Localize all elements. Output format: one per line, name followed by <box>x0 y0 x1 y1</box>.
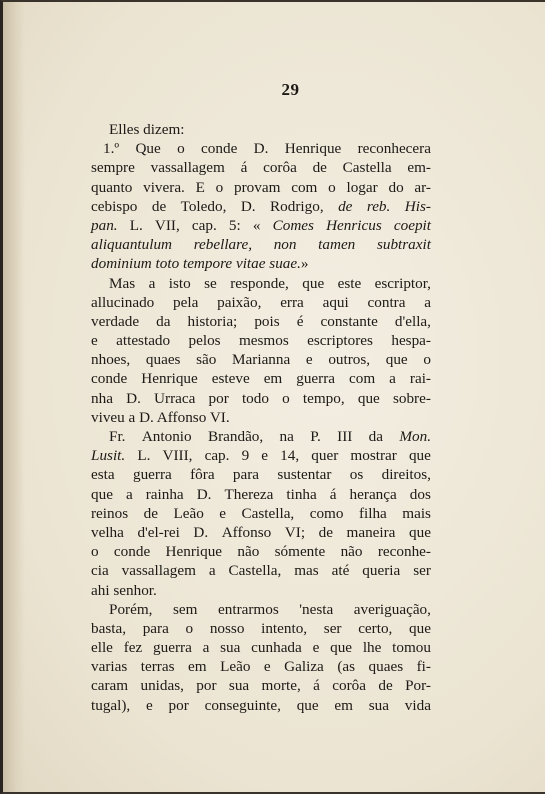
text-word: a <box>389 370 396 388</box>
page-gutter-shadow <box>3 2 25 792</box>
text-word: corôa <box>332 677 367 695</box>
text-word: com <box>291 178 318 196</box>
text-line <box>91 485 431 504</box>
text-word: D. <box>196 485 212 503</box>
text-word: em <box>334 696 353 714</box>
text-word: são <box>196 351 217 369</box>
text-word: 9 <box>241 447 250 465</box>
text-word: L. <box>137 447 151 465</box>
text-word: guerra <box>296 370 336 388</box>
text-word: não <box>340 543 363 561</box>
text-line <box>91 561 431 580</box>
text-word: e <box>305 351 313 369</box>
text-word: de <box>338 197 353 215</box>
text-word: entrarmos <box>218 600 279 618</box>
text-word: « <box>252 216 261 234</box>
text-word: Rodrigo, <box>270 197 324 215</box>
text-word: em <box>188 658 207 676</box>
text-word: o <box>423 351 431 369</box>
text-word: corôa <box>263 159 297 177</box>
text-word: cap. <box>191 216 217 234</box>
text-word: contra <box>367 293 406 311</box>
text-word: sobre- <box>392 389 431 407</box>
text-word: reconhecera <box>357 140 431 158</box>
text-line <box>91 523 431 542</box>
text-word: Mas <box>109 274 136 292</box>
text-word: á <box>329 485 337 503</box>
text-word: escriptor, <box>374 274 431 292</box>
text-word: Affonso <box>221 523 272 541</box>
text-word: VII, <box>154 216 180 234</box>
text-word: que <box>357 389 380 407</box>
text-word: herança <box>349 485 397 503</box>
text-word: tomou <box>392 639 431 657</box>
text-word: sustentar <box>277 466 332 484</box>
text-word: que <box>330 639 353 657</box>
text-word: d'ella, <box>394 312 431 330</box>
text-word: conde <box>91 370 128 388</box>
text-word: (as <box>337 658 356 676</box>
text-word: ser <box>323 619 342 637</box>
text-word: basta, <box>91 619 127 637</box>
text-word: Marianna <box>232 351 291 369</box>
text-word: para <box>232 466 260 484</box>
text-word: Castella, <box>241 504 295 522</box>
text-word: que <box>409 619 431 637</box>
text-line <box>91 676 431 695</box>
text-line <box>91 331 431 350</box>
text-word: para <box>142 619 169 637</box>
text-word: os <box>349 466 364 484</box>
text-word: intento, <box>261 619 308 637</box>
text-word: todo <box>241 389 269 407</box>
text-line <box>91 197 431 216</box>
text-word: o <box>328 178 336 196</box>
text-word: guerra <box>132 466 172 484</box>
text-word: elle <box>91 639 113 657</box>
text-line <box>91 446 431 465</box>
text-word: coepit <box>393 216 431 234</box>
text-word: verdade <box>91 312 140 330</box>
text-word: D. <box>193 523 209 541</box>
text-word: que <box>409 523 431 541</box>
text-word: aqui <box>322 293 349 311</box>
text-word: mais <box>402 504 431 522</box>
text-word: vassallagem <box>121 562 196 580</box>
text-word: por <box>196 677 217 695</box>
text-word: com <box>349 370 376 388</box>
text-word: Henrique <box>165 543 223 561</box>
text-word: mesmos <box>238 332 289 350</box>
text-word: certo, <box>358 619 393 637</box>
text-word: a <box>208 562 216 580</box>
text-word: Henrique <box>141 370 198 388</box>
text-word: D. <box>126 389 141 407</box>
text-word: tamen <box>318 236 356 254</box>
text-line <box>91 312 431 331</box>
text-word: de <box>143 504 158 522</box>
text-line <box>91 619 431 638</box>
text-word: terras <box>140 658 175 676</box>
text-word: viveu a D. Affonso VI. <box>91 408 230 426</box>
text-line <box>91 657 431 676</box>
text-word: e <box>219 504 227 522</box>
text-word: vivera. <box>143 178 185 196</box>
text-word: His- <box>404 197 431 215</box>
text-word: mas <box>294 562 319 580</box>
text-word: fez <box>123 639 143 657</box>
text-word: cebispo <box>91 197 138 215</box>
text-line <box>91 293 431 312</box>
text-word: nhoes, <box>91 351 131 369</box>
text-word: sómente <box>274 543 326 561</box>
text-word: pois <box>254 312 280 330</box>
text-word: que <box>408 447 431 465</box>
text-word: na <box>279 428 294 445</box>
text-word: de <box>312 159 327 177</box>
text-word: Mon. <box>399 428 431 445</box>
text-word: outros, <box>328 351 371 369</box>
text-word: pelos <box>188 332 221 350</box>
text-word: pan. <box>91 216 118 234</box>
text-word: que <box>385 351 408 369</box>
text-word: esteve <box>211 370 250 388</box>
text-word: sua <box>228 677 250 695</box>
text-word: sempre <box>91 159 135 177</box>
text-word: Urraca <box>154 389 196 407</box>
text-word: constante <box>320 312 378 330</box>
text-line <box>91 274 431 293</box>
text-word: allucinado <box>91 293 155 311</box>
text-word: Henricus <box>326 216 382 234</box>
text-word: Castella <box>342 159 392 177</box>
text-word: sua <box>368 696 390 714</box>
text-word: cap. <box>204 447 230 465</box>
text-line <box>91 427 431 446</box>
text-word: não <box>237 543 260 561</box>
text-word: e <box>263 658 271 676</box>
text-line <box>91 581 431 600</box>
text-line <box>91 408 431 427</box>
text-word: » <box>300 255 309 273</box>
text-word: attestado <box>116 332 171 350</box>
text-line <box>91 178 431 197</box>
text-word: por <box>208 389 229 407</box>
text-word: 5: <box>228 216 241 234</box>
text-word: rai- <box>409 370 431 388</box>
text-line <box>91 235 431 254</box>
text-word: responde, <box>230 274 289 292</box>
text-line <box>91 350 431 369</box>
text-word: Porém, <box>109 600 153 618</box>
text-word: por <box>168 696 189 714</box>
text-word: e <box>91 332 98 350</box>
text-word: rebellare, <box>193 236 253 254</box>
text-word: a <box>424 293 431 311</box>
text-word: Leão <box>173 504 204 522</box>
text-word: Castella, <box>228 562 282 580</box>
text-word: quaes <box>368 658 404 676</box>
text-line <box>91 504 431 523</box>
text-word: Lusit. <box>91 447 126 465</box>
text-line <box>91 120 431 139</box>
text-word: logar <box>346 178 378 196</box>
text-word: a <box>202 639 210 657</box>
text-word: isto <box>168 274 191 292</box>
text-word: 'nesta <box>299 600 334 618</box>
text-word: Henrique <box>284 140 342 158</box>
text-word: caram <box>91 677 129 695</box>
text-line <box>91 216 431 235</box>
text-word: a <box>125 485 133 503</box>
text-word: á <box>240 159 248 177</box>
page-number: 29 <box>281 80 300 99</box>
text-word: da <box>368 428 384 445</box>
text-word: ahi senhor. <box>91 581 157 599</box>
text-word: dominium toto tempore vitae suae. <box>91 255 301 273</box>
text-word: vassallagem <box>150 159 225 177</box>
text-word: provam <box>234 178 281 196</box>
text-word: e <box>146 696 153 714</box>
text-word: conde <box>113 543 151 561</box>
text-word: morte, <box>261 677 301 695</box>
text-word: o <box>282 389 290 407</box>
text-word: que <box>302 274 325 292</box>
text-word: cunhada <box>251 639 302 657</box>
text-word: é <box>296 312 304 330</box>
text-word: velha <box>91 523 124 541</box>
text-word: que <box>296 696 319 714</box>
text-word: queria <box>362 562 401 580</box>
text-word: tempo, <box>302 389 345 407</box>
text-word: da <box>156 312 171 330</box>
text-word: Fr. <box>109 428 126 445</box>
text-word: como <box>309 504 344 522</box>
text-word: o <box>185 619 194 637</box>
text-word: e <box>261 447 269 465</box>
text-word: vida <box>404 696 431 714</box>
text-word: Antonio <box>141 428 192 445</box>
text-line <box>91 389 431 408</box>
text-word: este <box>337 274 362 292</box>
text-word: o <box>91 543 99 561</box>
text-word: Toledo, <box>180 197 227 215</box>
text-word: pela <box>173 293 199 311</box>
text-word: quaes <box>145 351 181 369</box>
text-word: ser <box>413 562 431 580</box>
body-text <box>91 120 431 715</box>
text-word: 1.º <box>103 140 120 158</box>
text-word: historia; <box>187 312 238 330</box>
text-line <box>91 638 431 657</box>
text-word: e <box>312 639 320 657</box>
text-word: 14, <box>280 447 300 465</box>
text-word: escriptores <box>307 332 373 350</box>
text-word: tinha <box>286 485 317 503</box>
text-word: de <box>151 197 167 215</box>
text-word: reconhe- <box>377 543 431 561</box>
text-word: direitos, <box>381 466 431 484</box>
text-word: sua <box>220 639 241 657</box>
text-word: quer <box>311 447 339 465</box>
text-word: subtraxit <box>376 236 431 254</box>
text-line <box>91 369 431 388</box>
text-word: á <box>313 677 320 695</box>
text-word: a <box>148 274 156 292</box>
text-word: nosso <box>209 619 245 637</box>
text-word: hespa- <box>391 332 431 350</box>
text-word: esta <box>91 466 115 484</box>
text-word: dos <box>409 485 431 503</box>
text-word: cia <box>91 562 109 580</box>
text-word: o <box>215 178 224 196</box>
text-word: Brandão, <box>207 428 264 445</box>
text-word: filha <box>358 504 387 522</box>
text-word: Elles dizem: <box>109 121 185 138</box>
text-word: paixão, <box>217 293 262 311</box>
text-word: non <box>273 236 297 254</box>
text-word: de <box>318 523 333 541</box>
text-word: D. <box>253 140 269 158</box>
text-word: fôra <box>190 466 215 484</box>
text-word: averiguação, <box>353 600 431 618</box>
text-word: D. <box>240 197 256 215</box>
text-word: d'el-rei <box>137 523 180 541</box>
text-word: reb. <box>366 197 391 215</box>
text-word: maneira <box>346 523 396 541</box>
text-line <box>91 696 431 715</box>
text-line <box>91 158 431 177</box>
text-word: Que <box>135 140 161 158</box>
text-word: em <box>263 370 283 388</box>
text-word: tugal), <box>91 696 131 714</box>
text-word: III <box>337 428 353 445</box>
text-word: Galiza <box>284 658 324 676</box>
text-word: ar- <box>414 178 431 196</box>
text-word: quanto <box>91 178 133 196</box>
text-word: nha <box>91 389 113 407</box>
text-word: aliquantulum <box>91 236 173 254</box>
text-word: até <box>331 562 350 580</box>
text-word: unidas, <box>140 677 184 695</box>
text-word: Thereza <box>224 485 274 503</box>
text-word: em- <box>407 159 431 177</box>
text-word: se <box>204 274 217 292</box>
text-word: guerra <box>153 639 192 657</box>
text-word: conde <box>201 140 238 158</box>
text-word: o <box>177 140 185 158</box>
text-word: varias <box>91 658 128 676</box>
text-word: fi- <box>416 658 431 676</box>
text-word: P. <box>310 428 321 445</box>
text-line <box>91 465 431 484</box>
text-word: VI; <box>284 523 306 541</box>
text-word: rainha <box>145 485 184 503</box>
text-line <box>91 139 431 158</box>
text-word: Por- <box>405 677 431 695</box>
text-word: mostrar <box>350 447 397 465</box>
text-word: do <box>388 178 404 196</box>
text-word: que <box>91 485 113 503</box>
text-line <box>91 542 431 561</box>
text-line <box>91 254 431 273</box>
text-word: conseguinte, <box>204 696 281 714</box>
text-word: sem <box>173 600 198 618</box>
text-line <box>91 600 431 619</box>
text-word: Leão <box>220 658 251 676</box>
text-word: E <box>195 178 205 196</box>
text-word: Comes <box>272 216 314 234</box>
text-word: L. <box>129 216 143 234</box>
text-word: reinos <box>91 504 129 522</box>
text-word: lhe <box>362 639 382 657</box>
text-word: de <box>378 677 393 695</box>
text-word: erra <box>280 293 304 311</box>
text-word: VIII, <box>162 447 193 465</box>
